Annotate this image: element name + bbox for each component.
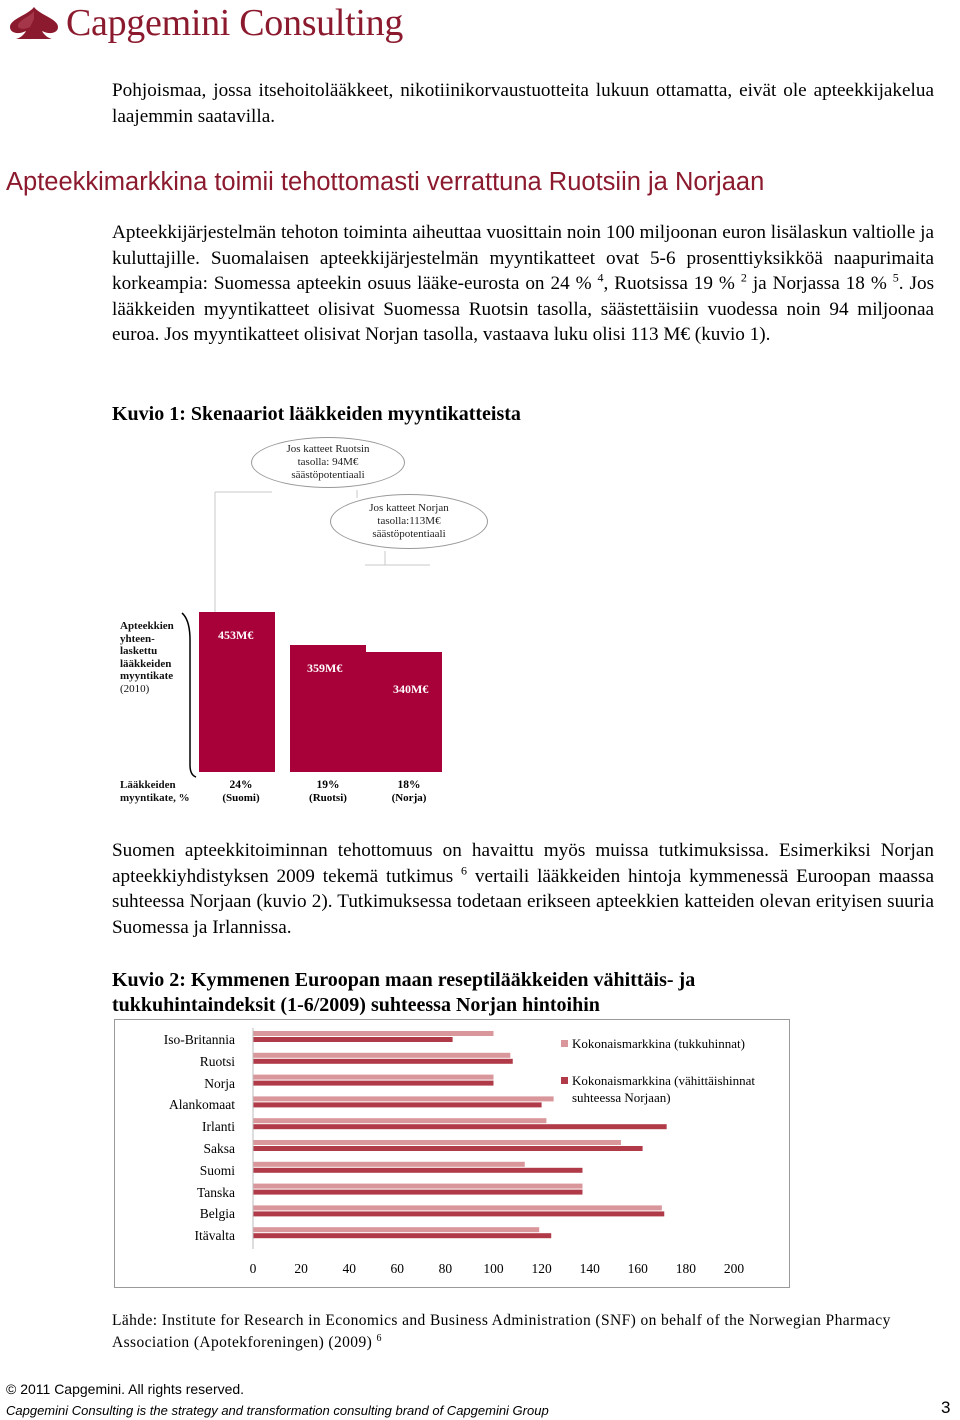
footer-tagline: Capgemini Consulting is the strategy and transformation consulting brand of Capgemini Group	[6, 1403, 549, 1418]
source-note	[112, 1310, 942, 1354]
source-text: Lähde: Institute for Research in Economics and Business Administration (SNF) on behalf of the Norwegian Pharmacy Association (Apotekforeningen) (2009)	[112, 1312, 891, 1351]
footnote-ref: 5	[892, 270, 899, 285]
bar-ruotsi-wholesale	[253, 1053, 510, 1058]
bar-saksa-wholesale	[253, 1140, 621, 1145]
bar-belgia-retail	[253, 1211, 664, 1216]
bar-value-label: 340M€	[393, 682, 429, 696]
x-tick-label: 160	[627, 1261, 648, 1276]
category-label: Suomi	[199, 1162, 235, 1178]
legend-swatch-icon	[561, 1077, 568, 1084]
paragraph2-part2: , Ruotsissa 19 %	[603, 273, 735, 295]
bar-norja-retail	[253, 1081, 494, 1086]
bubble-line: tasolla: 94M€	[297, 456, 359, 468]
legend-label: Kokonaismarkkina (tukkuhinnat)	[572, 1036, 745, 1051]
legend-label-line: Kokonaismarkkina (vähittäishinnat	[572, 1073, 756, 1088]
footnote-ref: 6	[461, 863, 468, 878]
bar-alankomaat-retail	[253, 1102, 542, 1107]
bar-suomi-retail	[253, 1168, 582, 1173]
figure2-title-line: tukkuhintaindeksit (1-6/2009) suhteessa Norjan hintoihin	[112, 994, 600, 1016]
paragraph2-part1: Apteekkijärjestelmän tehoton toiminta aiheuttaa vuosittain noin 100 miljoonan euron lisälaskun valtiolle ja kuluttajille. Suomalaisen apteekkijärjestelmän myyntikatteet ovat 5-6 prosenttiyksikköä naapurimaita korkeampia: Suomessa apteekin osuus lääke-eurosta on 24 %	[112, 222, 934, 295]
page-number: 3	[941, 1398, 951, 1417]
x-tick-label: 120	[531, 1261, 552, 1276]
x-tick-label: 0	[249, 1261, 257, 1276]
paragraph3-part2: vertaili lääkkeiden hintoja kymmenessä Euroopan maassa suhteessa Norjaan (kuvio 2). Tutkimuksessa todetaan erikseen apteekkien katteiden olevan erityisen suuria Suomessa ja Irlannissa.	[112, 865, 934, 938]
category-label: Itävalta	[194, 1228, 235, 1244]
bar-suomi-wholesale	[253, 1162, 525, 1167]
bar-irlanti-retail	[253, 1124, 667, 1129]
pct-country: (Suomi)	[222, 792, 260, 804]
figure2-legend	[561, 1035, 786, 1106]
side-label-line: lääkkeiden	[120, 657, 172, 670]
bar-norja-wholesale	[253, 1075, 494, 1080]
category-label: Belgia	[199, 1206, 235, 1222]
x-tick-label: 60	[390, 1261, 405, 1276]
pct-country: (Ruotsi)	[309, 792, 347, 804]
pct-country: (Norja)	[391, 792, 427, 804]
figure2-title-line: Kuvio 2: Kymmenen Euroopan maan reseptilääkkeiden vähittäis- ja	[112, 969, 696, 991]
footnote-ref: 2	[740, 270, 747, 285]
legend-swatch-icon	[561, 1040, 568, 1047]
paragraph3-part1: Suomen apteekkitoiminnan tehottomuus on havaittu myös muissa tutkimuksissa. Esimerkiksi Norjan apteekkiyhdistyksen 2009 tekemä tutkimus	[112, 840, 934, 887]
category-label: Irlanti	[202, 1119, 235, 1135]
x-tick-label: 180	[675, 1261, 697, 1276]
x-tick-label: 80	[438, 1261, 453, 1276]
margin-label-line: Lääkkeiden	[120, 779, 176, 791]
category-label: Tanska	[196, 1184, 235, 1200]
category-label: Norja	[204, 1075, 235, 1091]
legend-item-wholesale	[561, 1035, 786, 1052]
category-label: Ruotsi	[199, 1053, 235, 1069]
side-label-line: laskettu	[120, 645, 158, 658]
bar-saksa-retail	[253, 1146, 643, 1151]
footnote-ref: 6	[376, 1332, 382, 1344]
side-label-line: (2010)	[120, 682, 150, 695]
category-label: Iso-Britannia	[163, 1032, 235, 1047]
x-tick-label: 140	[579, 1261, 600, 1276]
bar-iso-britannia-wholesale	[253, 1031, 494, 1036]
paragraph2-part3: ja Norjassa 18 %	[746, 273, 887, 295]
x-tick-label: 40	[342, 1261, 356, 1276]
category-label: Saksa	[203, 1141, 235, 1156]
bubble-line: tasolla:113M€	[377, 515, 441, 527]
footer-copyright: © 2011 Capgemini. All rights reserved.	[6, 1381, 245, 1397]
bubble-line: säästöpotentiaali	[291, 469, 365, 481]
bar-tanska-wholesale	[253, 1184, 582, 1189]
bar-value-label: 453M€	[218, 628, 254, 642]
bubble-line: Jos katteet Norjan	[369, 502, 449, 514]
legend-label-line: suhteessa Norjaan)	[572, 1090, 671, 1105]
bubble-line: Jos katteet Ruotsin	[286, 443, 370, 455]
side-label-line: Apteekkien	[120, 620, 174, 632]
bar-irlanti-wholesale	[253, 1118, 546, 1123]
legend-item-retail	[561, 1072, 786, 1106]
bar-alankomaat-wholesale	[253, 1096, 554, 1101]
bar-tanska-retail	[253, 1190, 582, 1195]
logo-text: Capgemini Consulting	[66, 2, 404, 44]
section-heading: Apteekkimarkkina toimii tehottomasti verrattuna Ruotsiin ja Norjaan	[6, 168, 765, 196]
figure1-title: Kuvio 1: Skenaariot lääkkeiden myyntikatteista	[112, 403, 521, 425]
pct-value: 24%	[229, 779, 253, 791]
category-label: Alankomaat	[169, 1097, 235, 1113]
bar-itävalta-wholesale	[253, 1227, 539, 1232]
side-label-line: yhteen-	[120, 632, 155, 645]
bubble-line: säästöpotentiaali	[372, 528, 446, 540]
bar-itävalta-retail	[253, 1233, 551, 1238]
bar-iso-britannia-retail	[253, 1037, 453, 1042]
x-tick-label: 100	[483, 1261, 504, 1276]
footnote-ref: 4	[597, 270, 604, 285]
pct-value: 18%	[397, 779, 421, 791]
x-tick-label: 200	[723, 1261, 745, 1276]
side-label-line: myyntikate	[120, 670, 174, 683]
margin-label-line: myyntikate, %	[120, 791, 190, 804]
paragraph2-part4: . Jos lääkkeiden myyntikatteet olisivat Suomessa Ruotsin tasolla, säästettäisiin vuodessa noin 94 miljoonaa euroa. Jos myyntikatteet olisivat Norjan tasolla, vastaava luku olisi 113 M€ (kuvio 1).	[112, 273, 935, 346]
bar-value-label: 359M€	[307, 661, 343, 675]
intro-paragraph: Pohjoismaa, jossa itsehoitolääkkeet, nikotiinikorvaustuotteita lukuun ottamatta, eivät ole apteekkijakelua laajemmin saatavilla.	[112, 80, 934, 127]
bar-belgia-wholesale	[253, 1205, 662, 1210]
x-tick-label: 20	[294, 1261, 308, 1276]
bar-ruotsi-retail	[253, 1059, 513, 1064]
legend-label	[572, 1072, 755, 1106]
pct-value: 19%	[316, 779, 340, 791]
